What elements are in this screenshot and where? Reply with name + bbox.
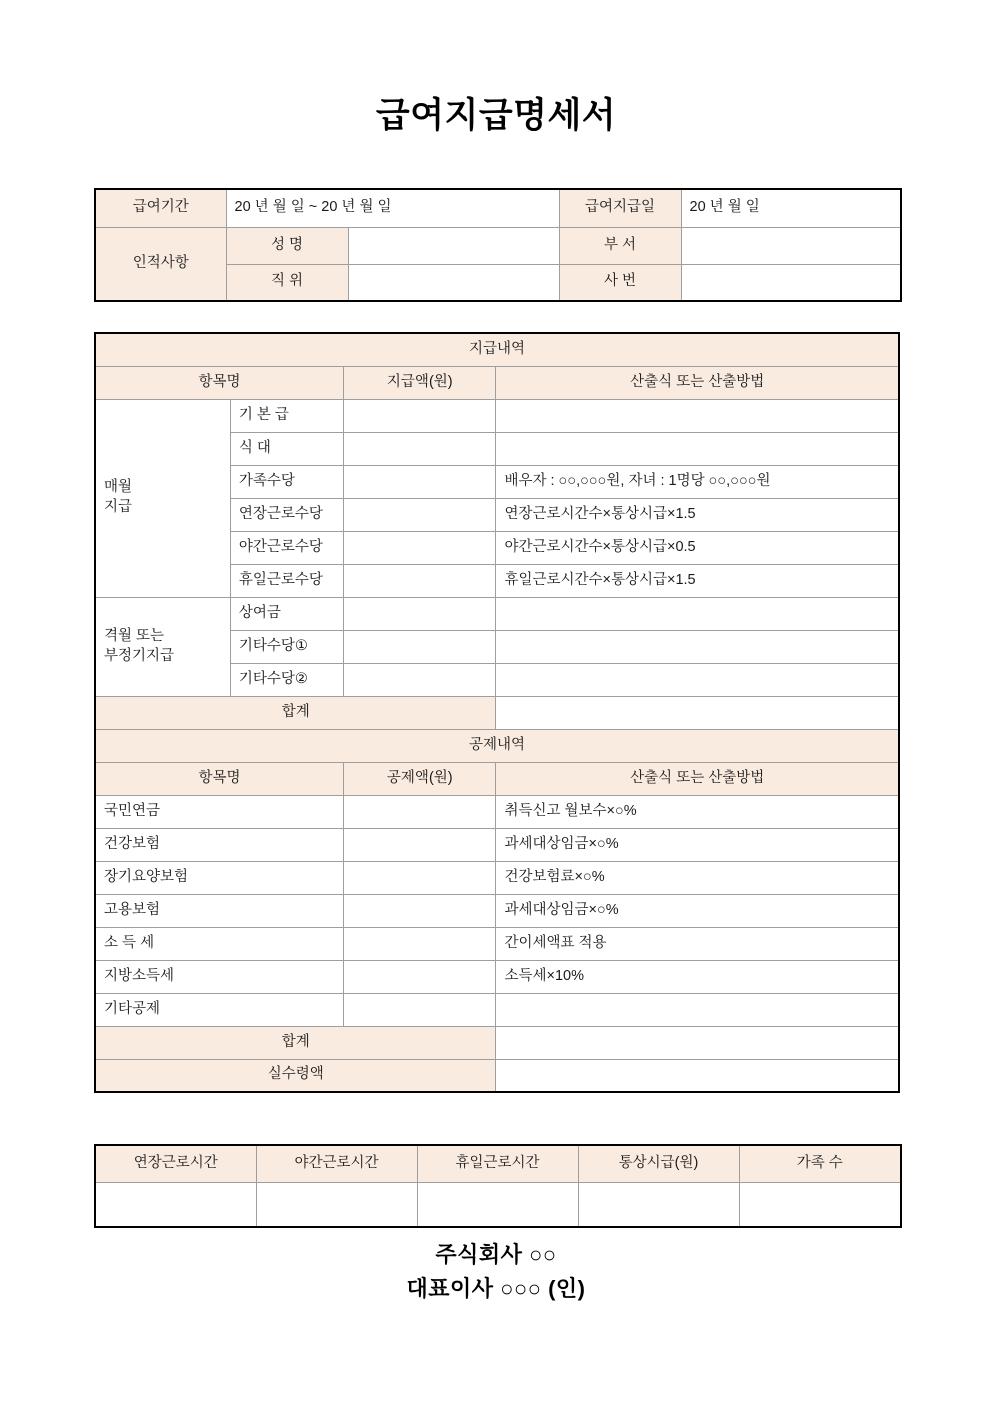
payment-item-amount[interactable] (344, 531, 496, 564)
payment-item-name: 기타수당① (230, 630, 343, 663)
payment-col-formula: 산출식 또는 산출방법 (496, 366, 899, 399)
name-value[interactable] (348, 227, 559, 264)
deduction-item-name: 장기요양보험 (95, 861, 344, 894)
payment-deduction-table (94, 332, 900, 1093)
payment-total-label: 합계 (95, 696, 496, 729)
table-row (95, 927, 899, 960)
table-row (95, 1145, 901, 1182)
net-pay-value[interactable] (496, 1059, 899, 1092)
deduction-item-formula: 간이세액표 적용 (496, 927, 899, 960)
table-row (95, 1026, 899, 1059)
payment-item-amount[interactable] (344, 663, 496, 696)
monthly-group-label (95, 399, 230, 597)
payment-item-name: 상여금 (230, 597, 343, 630)
payment-item-formula: 연장근로시간수×통상시급×1.5 (496, 498, 899, 531)
payment-section-title: 지급내역 (95, 333, 899, 366)
deduction-item-name: 건강보험 (95, 828, 344, 861)
payment-item-formula: 휴일근로시간수×통상시급×1.5 (496, 564, 899, 597)
deduction-item-amount[interactable] (344, 828, 496, 861)
deduction-total-label: 합계 (95, 1026, 496, 1059)
deduction-item-name: 국민연금 (95, 795, 344, 828)
hours-value-hourly-wage[interactable] (578, 1182, 739, 1227)
payment-col-amount: 지급액(원) (344, 366, 496, 399)
signature-block (0, 1238, 992, 1306)
table-row (95, 894, 899, 927)
payment-item-amount[interactable] (344, 630, 496, 663)
payment-item-name: 휴일근로수당 (230, 564, 343, 597)
payment-total-value[interactable] (496, 696, 899, 729)
page-title: 급여지급명세서 (375, 96, 617, 135)
deduction-item-amount[interactable] (344, 960, 496, 993)
table-row (95, 227, 901, 264)
dept-label: 부 서 (559, 227, 681, 264)
deduction-col-item: 항목명 (95, 762, 344, 795)
irregular-group-label-line1: 격월 또는 (104, 627, 165, 644)
pay-date-label: 급여지급일 (559, 189, 681, 227)
monthly-group-label-line1: 매월 (104, 479, 133, 496)
position-value[interactable] (348, 264, 559, 301)
table-row (95, 729, 899, 762)
pay-date-value[interactable]: 20 년 월 일 (681, 189, 901, 227)
table-row (95, 189, 901, 227)
deduction-item-formula: 취득신고 월보수×○% (496, 795, 899, 828)
payment-item-name: 기 본 급 (230, 399, 343, 432)
table-row (95, 795, 899, 828)
deduction-item-amount[interactable] (344, 993, 496, 1026)
table-row (95, 333, 899, 366)
table-row (95, 1182, 901, 1227)
table-row (95, 366, 899, 399)
company-name: 주식회사 ○○ (435, 1242, 557, 1267)
table-row (95, 597, 899, 630)
payment-item-name: 식 대 (230, 432, 343, 465)
personal-info-label: 인적사항 (95, 227, 226, 301)
deduction-item-amount[interactable] (344, 861, 496, 894)
hours-value-holiday[interactable] (417, 1182, 578, 1227)
work-hours-table (94, 1144, 902, 1228)
payment-item-formula: 야간근로시간수×통상시급×0.5 (496, 531, 899, 564)
deduction-item-name: 소 득 세 (95, 927, 344, 960)
payment-item-formula (496, 432, 899, 465)
deduction-item-amount[interactable] (344, 927, 496, 960)
irregular-group-label (95, 597, 230, 696)
table-row (95, 861, 899, 894)
payment-item-formula (496, 597, 899, 630)
deduction-item-name: 지방소득세 (95, 960, 344, 993)
employee-no-value[interactable] (681, 264, 901, 301)
deduction-col-formula: 산출식 또는 산출방법 (496, 762, 899, 795)
pay-period-label: 급여기간 (95, 189, 226, 227)
position-label: 직 위 (226, 264, 348, 301)
hours-header-night: 야간근로시간 (256, 1145, 417, 1182)
deduction-item-formula: 건강보험료×○% (496, 861, 899, 894)
payment-item-amount[interactable] (344, 498, 496, 531)
hours-value-family-count[interactable] (739, 1182, 901, 1227)
payment-item-amount[interactable] (344, 597, 496, 630)
table-row (95, 399, 899, 432)
deduction-item-name: 고용보험 (95, 894, 344, 927)
deduction-item-amount[interactable] (344, 795, 496, 828)
hours-value-overtime[interactable] (95, 1182, 256, 1227)
hours-value-night[interactable] (256, 1182, 417, 1227)
net-pay-label: 실수령액 (95, 1059, 496, 1092)
employee-no-label: 사 번 (559, 264, 681, 301)
employee-info-table (94, 188, 902, 302)
payment-item-name: 야간근로수당 (230, 531, 343, 564)
payment-item-formula (496, 630, 899, 663)
dept-value[interactable] (681, 227, 901, 264)
deduction-total-value[interactable] (496, 1026, 899, 1059)
payment-item-name: 기타수당② (230, 663, 343, 696)
deduction-col-amount: 공제액(원) (344, 762, 496, 795)
irregular-group-label-line2: 부정기지급 (104, 647, 175, 664)
table-row (95, 828, 899, 861)
payment-item-name: 가족수당 (230, 465, 343, 498)
pay-period-value[interactable]: 20 년 월 일 ~ 20 년 월 일 (226, 189, 559, 227)
deduction-item-amount[interactable] (344, 894, 496, 927)
table-row (95, 993, 899, 1026)
payment-item-name: 연장근로수당 (230, 498, 343, 531)
deduction-item-formula: 과세대상임금×○% (496, 828, 899, 861)
payment-item-amount[interactable] (344, 432, 496, 465)
monthly-group-label-line2: 지급 (104, 499, 133, 515)
table-row (95, 1059, 899, 1092)
payment-item-formula (496, 399, 899, 432)
payment-item-amount[interactable] (344, 399, 496, 432)
hours-header-overtime: 연장근로시간 (95, 1145, 256, 1182)
deduction-item-name: 기타공제 (95, 993, 344, 1026)
deduction-section-title: 공제내역 (95, 729, 899, 762)
deduction-item-formula (496, 993, 899, 1026)
payment-item-amount[interactable] (344, 564, 496, 597)
deduction-item-formula: 소득세×10% (496, 960, 899, 993)
payment-item-amount[interactable] (344, 465, 496, 498)
payment-item-formula: 배우자 : ○○,○○○원, 자녀 : 1명당 ○○,○○○원 (496, 465, 899, 498)
payment-col-item: 항목명 (95, 366, 344, 399)
hours-header-family-count: 가족 수 (739, 1145, 901, 1182)
table-row (95, 762, 899, 795)
name-label: 성 명 (226, 227, 348, 264)
hours-header-hourly-wage: 통상시급(원) (578, 1145, 739, 1182)
table-row (95, 960, 899, 993)
deduction-item-formula: 과세대상임금×○% (496, 894, 899, 927)
payment-item-formula (496, 663, 899, 696)
hours-header-holiday: 휴일근로시간 (417, 1145, 578, 1182)
table-row (95, 696, 899, 729)
representative-name: 대표이사 ○○○ (인) (406, 1276, 586, 1302)
